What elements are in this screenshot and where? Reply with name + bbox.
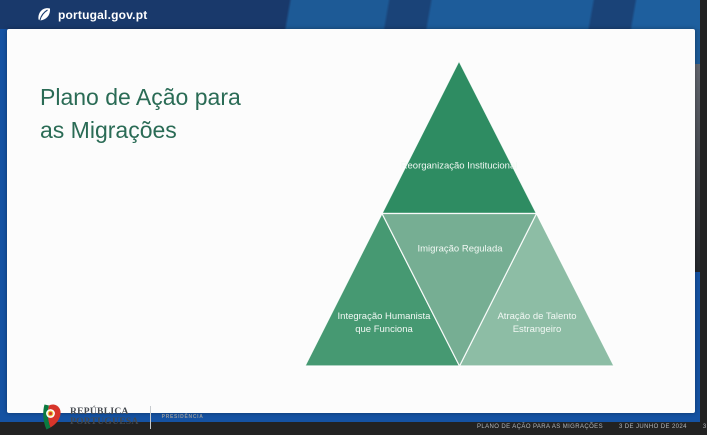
republic-logo-block (40, 399, 204, 435)
republic-wordmark (70, 407, 139, 428)
republic-line1: REPÚBLICA (70, 406, 129, 417)
window-edge-gray (695, 64, 700, 272)
pyramid-label-top: Reorganização Institucional (400, 160, 518, 172)
footer-doc-title: PLANO DE AÇÃO PARA AS MIGRAÇÕES (477, 424, 603, 430)
republic-line2: PORTUGUESA (70, 417, 139, 427)
footer-divider (150, 406, 151, 429)
footer-page-number: 3 (702, 424, 707, 430)
portugal-flag-icon (40, 403, 62, 431)
gov-brand-text[interactable]: portugal.gov.pt (58, 7, 148, 22)
pyramid-label-left: Integração Humanista que Funciona (337, 311, 431, 335)
slide-title: Plano de Ação para as Migrações (40, 84, 241, 143)
gov-topbar (0, 0, 700, 29)
pyramid-label-middle: Imigração Regulada (417, 243, 503, 255)
department-label: PRESIDÊNCIA (161, 414, 204, 420)
slide-footer-meta (477, 424, 707, 430)
pyramid-section-top (382, 61, 537, 214)
footer-date: 3 DE JUNHO DE 2024 (619, 424, 687, 430)
pyramid-diagram (297, 54, 627, 374)
window-edge-blue (695, 29, 700, 64)
pyramid-label-right: Atração de Talento Estrangeiro (497, 311, 577, 335)
portugal-gov-logo-icon[interactable] (37, 7, 51, 22)
presentation-slide (7, 29, 707, 430)
